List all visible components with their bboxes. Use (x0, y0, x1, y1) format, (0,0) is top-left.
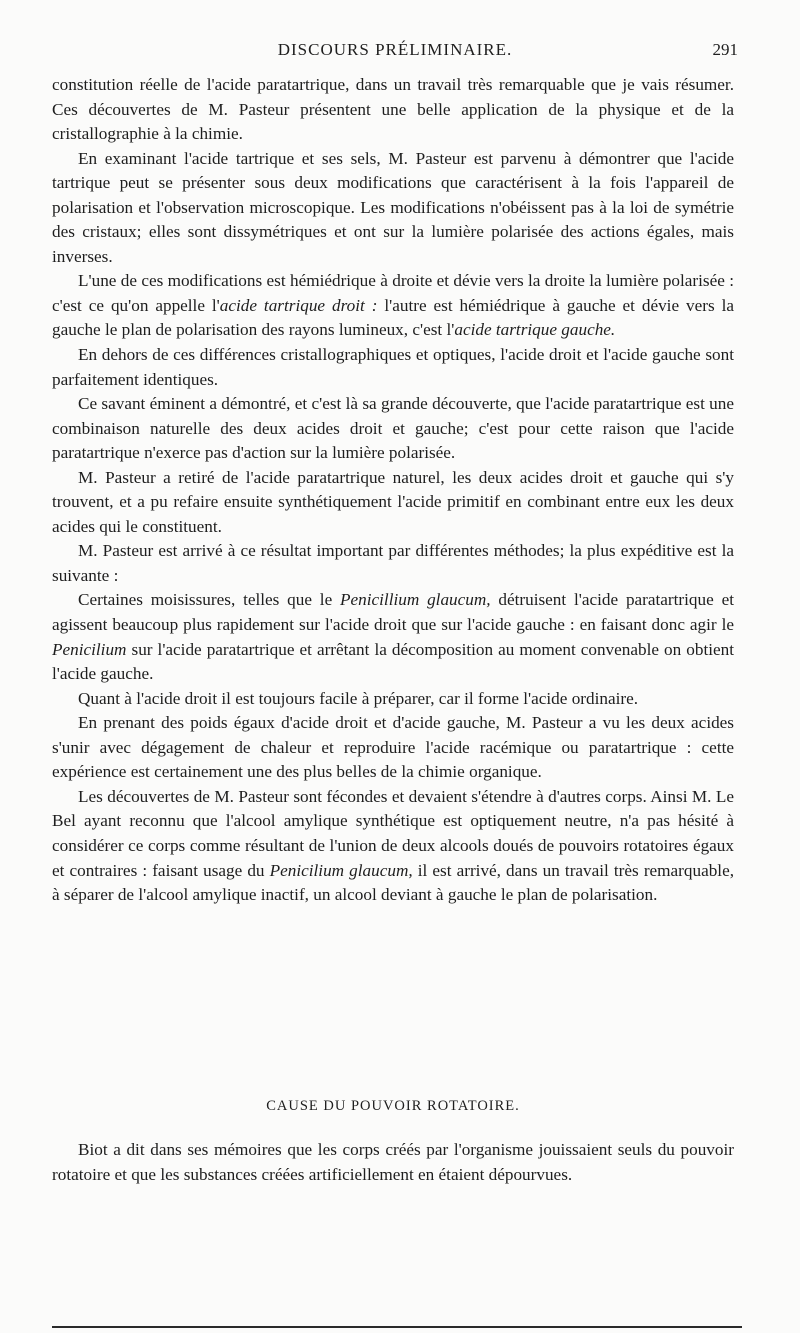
text-run: L'une de ces modifications est hémiédrique à droite et dévie vers la droite la lumière polarisée : c'est ce qu'on appelle l' (52, 271, 734, 315)
running-head (52, 40, 738, 64)
body-text (52, 73, 734, 908)
text-run: En examinant l'acide tartrique et ses sels, M. Pasteur est parvenu à démontrer que l'acide tartrique peut se présenter sous deux modifications que caractérisent à la fois l'appareil de polarisation et l'observation microscopique. Les modifications n'obéissent pas à la loi de symétrie des cristaux; elles sont dissymétriques et ont sur la lumière polarisée des actions égales, mais inverses. (52, 148, 734, 266)
text-run: constitution réelle de l'acide paratartrique, dans un travail très remarquable que je vais résumer. Ces découvertes de M. Pasteur présentent une belle application de la physique et de la cristallographie à la chimie. (52, 75, 734, 144)
text-run: En prenant des poids égaux d'acide droit et d'acide gauche, M. Pasteur a vu les deux acides s'unir avec dégagement de chaleur et reproduire l'acide racémique ou paratartrique : cette expérience est certainement une des plus belles de la chimie organique. (52, 713, 734, 782)
text-run: il est arrivé, dans un travail très remarquable, à séparer de l'alcool amylique inactif, un alcool deviant à gauche le plan de polarisation. (52, 860, 735, 905)
paragraph (52, 588, 734, 686)
text-run: Quant à l'acide droit il est toujours facile à préparer, car il forme l'acide ordinaire. (78, 688, 639, 708)
italic-term: Penicillium glaucum, (340, 590, 491, 610)
paragraph: Biot a dit dans ses mémoires que les corps créés par l'organisme jouissaient seuls du pouvoir rotatoire et que les substances créées artificiellement en étaient dépourvues. (52, 1140, 734, 1184)
text-run: Certaines moisissures, telles que le (78, 590, 341, 610)
paragraph (52, 392, 734, 466)
text-run: M. Pasteur a retiré de l'acide paratartrique naturel, les deux acides droit et gauche qui s'y trouvent, et a pu refaire ensuite synthétiquement l'acide primitif en combinant entre eux les deux acides qui le constituent. (52, 467, 734, 536)
paragraph (52, 711, 734, 785)
section-body (52, 1138, 734, 1187)
paragraph (52, 539, 734, 588)
paragraph (52, 785, 734, 908)
section-heading: CAUSE DU POUVOIR ROTATOIRE. (266, 1098, 520, 1114)
paragraph (52, 687, 734, 712)
text-run: l'autre est hémiédrique à gauche et dévie vers la gauche le plan de polarisation des rayons lumineux, c'est l' (52, 295, 734, 340)
text-run: sur l'acide paratartrique et arrêtant la décomposition au moment convenable on obtient l'acide gauche. (52, 639, 734, 684)
paragraph (52, 466, 734, 540)
text-run: M. Pasteur est arrivé à ce résultat important par différentes méthodes; la plus expéditive est la suivante : (52, 541, 734, 585)
paragraph (52, 147, 734, 270)
bottom-rule (52, 1326, 742, 1328)
text-run: Les découvertes de M. Pasteur sont fécondes et devaient s'étendre à d'autres corps. Ainsi M. Le Bel ayant reconnu que l'alcool amylique synthétique est optiquement neutre, n'a pas hésité à considérer ce corps comme résultant de l'union de deux alcools doués de pouvoirs rotatoires égaux et contraires : faisant usage du (52, 786, 734, 880)
paragraph (52, 269, 734, 343)
italic-term: Penicilium glaucum, (269, 860, 413, 880)
running-title: DISCOURS PRÉLIMINAIRE. (277, 40, 513, 59)
text-run: En dehors de ces différences cristallographiques et optiques, l'acide droit et l'acide gauche sont parfaitement identiques. (52, 345, 734, 389)
italic-term: acide tartrique droit : (219, 295, 378, 315)
text-run: Ce savant éminent a démontré, et c'est là sa grande découverte, que l'acide paratartrique est une combinaison naturelle des deux acides droit et gauche; c'est pour cette raison que l'acide paratartrique n'exerce pas d'action sur la lumière polarisée. (52, 394, 734, 463)
italic-term: acide tartrique gauche. (454, 320, 616, 340)
paragraph (52, 73, 734, 147)
italic-term: Penicilium (52, 639, 127, 659)
text-run: détruisent l'acide paratartrique et agissent beaucoup plus rapidement sur l'acide droit que sur l'acide gauche : en faisant donc agir le (52, 590, 734, 635)
paragraph (52, 343, 734, 392)
page-number: 291 (712, 40, 738, 59)
